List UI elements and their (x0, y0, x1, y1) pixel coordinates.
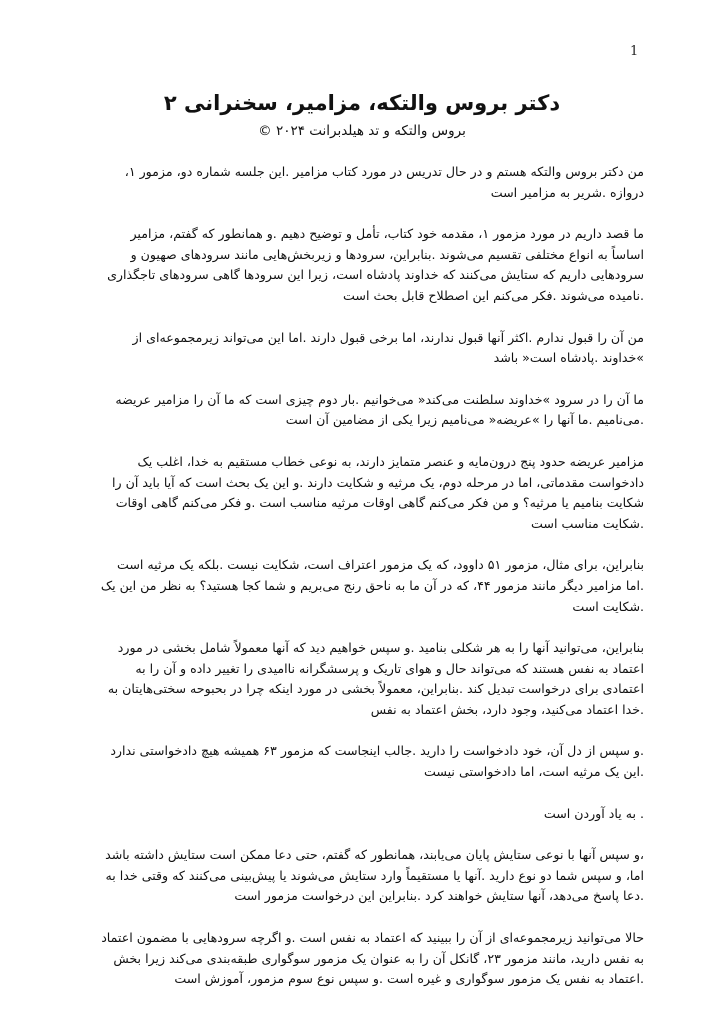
page-number: 1 (630, 44, 639, 59)
paragraph-4: ما آن را در سرود »خداوند سلطنت می‌کند« می‌خوانیم .بار دوم چیزی است که ما آن را مزامیر عریضه .می‌نامیم .ما آنها را »عریضه« می‌نامیم زیرا یکی از مضامین آن است (115, 391, 644, 428)
paragraph-8: .و سپس از دل آن، خود دادخواست را دارید .جالب اینجاست که مزمور ۶۳ همیشه هیچ دادخواستی ندارد .این یک مرثیه است، اما دادخواستی نیست (110, 743, 644, 780)
paragraph-9: . به یاد آوردن است (543, 805, 644, 821)
paragraph-3: من آن را قبول ندارم .اکثر آنها قبول ندارند، اما برخی قبول دارند .اما این می‌تواند زیرمجموعه‌ای از »خداوند .پادشاه است« باشد (132, 329, 644, 366)
paragraph-2: ما قصد داریم در مورد مزمور ۱، مقدمه خود کتاب، تأمل و توضیح دهیم .و همانطور که گفتم، مزامیر اساساً به انواع مختلفی تقسیم می‌شوند .بنابراین، سرودها و زیربخش‌هایی مانند سرودهای صهیون و سرودهایی داریم که ستایش می‌کنند که خداوند پادشاه است، زیرا این سرودها گاهی سرودهای تاجگذاری .نامیده می‌شوند .فکر می‌کنم این اصطلاح قابل بحث است (107, 226, 644, 303)
paragraph-5: مزامیر عریضه حدود پنج درون‌مایه و عنصر متمایز دارند، به نوعی خطاب مستقیم به خدا، اغلب یک دادخواست مقدماتی، اما در مرحله دوم، یک مرثیه و شکایت دارند .و این یک بحث است که آیا باید آن را شکایت بنامیم یا مرثیه؟ و من فکر می‌کنم گاهی اوقات مرثیه مناسب است .و فکر می‌کنم گاهی اوقات .شکایت مناسب است (112, 453, 644, 531)
paragraph-10: ،و سپس آنها با نوعی ستایش پایان می‌یابند، همانطور که گفتم، حتی دعا ممکن است ستایش داشته باشد اما، و سپس شما دو نوع دارید .آنها یا مستقیماً وارد ستایش می‌شوند یا پیش‌بینی می‌کنند که وقتی خدا به .دعا پاسخ می‌دهد، آنها ستایش خواهند کرد .بنابراین این درخواست مزمور است (105, 847, 644, 904)
paragraph-1: من دکتر بروس والتکه هستم و در حال تدریس در مورد کتاب مزامیر .این جلسه شماره دو، مزمور ۱، دروازه .شریر به مزامیر است (124, 164, 644, 200)
paragraph-6: بنابراین، برای مثال، مزمور ۵۱ داوود، که یک مزمور اعتراف است، شکایت نیست .بلکه یک مرثیه است .اما مزامیر دیگر مانند مزمور ۴۴، که در آن ما به ناحق رنج می‌بریم و شما کجا هستید؟ به نظر من این یک .شکایت است (100, 557, 644, 614)
page-subtitle: بروس والتکه و تد هیلدبرانت ۲۰۲۴ © (258, 123, 466, 139)
page-title: دکتر بروس والتکه، مزامیر، سخنرانی ۲ (163, 91, 561, 115)
paragraph-11: حالا می‌توانید زیرمجموعه‌ای از آن را ببینید که اعتماد به نفس است .و اگرچه سرودهایی با مضمون اعتماد به نفس دارید، مانند مزمور ۲۳، گانکل آن را به عنوان یک مزمور سوگواری طبقه‌بندی می‌کند زیرا بخش .اعتماد به نفس یک مزمور سوگواری و غیره است .و سپس نوع سوم مزمور، آموزش است (101, 930, 644, 987)
paragraph-7: بنابراین، می‌توانید آنها را به هر شکلی بنامید .و سپس خواهیم دید که آنها معمولاً شامل بخشی در مورد اعتماد به نفس هستند که می‌تواند حال و هوای تاریک و پرسشگرانه ناامیدی را تغییر داده و آن را به اعتمادی برای درخواست تبدیل کند .بنابراین، معمولاً بخشی در مورد اینکه چرا در بحبوحه سختی‌هایتان به .خدا اعتماد می‌کنید، وجود دارد، بخش اعتماد به نفس (107, 640, 644, 717)
document-body (96, 162, 644, 1011)
